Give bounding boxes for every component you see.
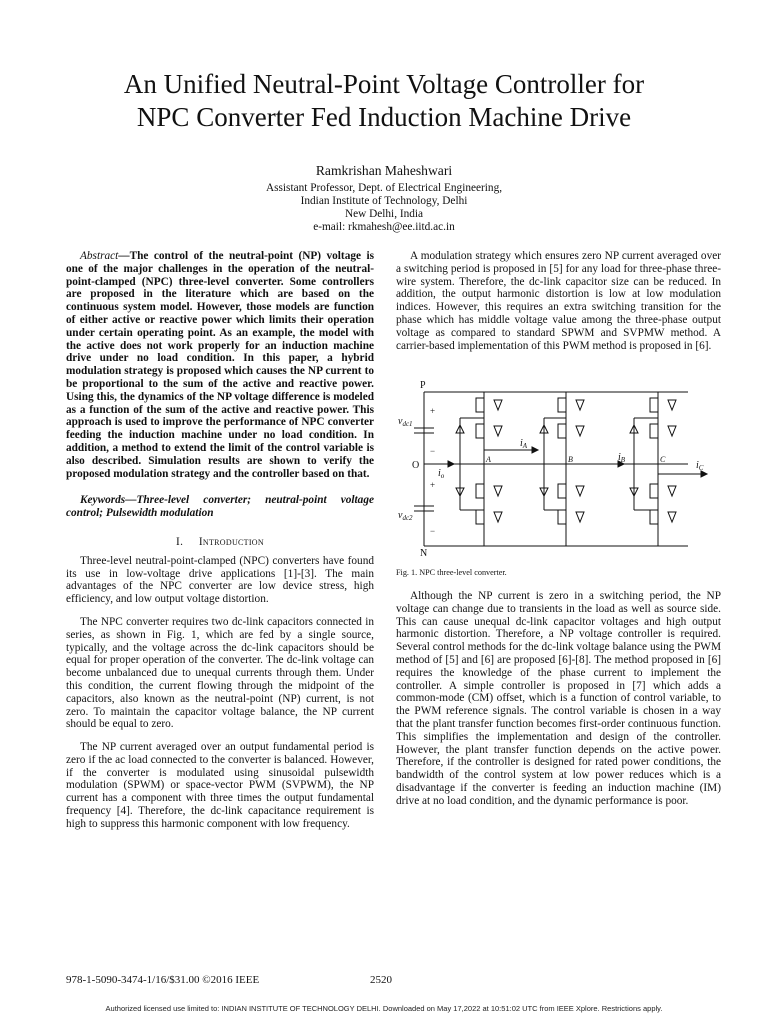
author-email[interactable]: e-mail: rkmahesh@ee.iitd.ac.in [313, 221, 455, 233]
abstract-label: Abstract [80, 250, 119, 262]
intro-paragraph-3: The NP current averaged over an output fundamental period is zero if the ac load connected to the converter is balanced. However, if the converter is modulated using sinusoidal pulsewidth modulation (SPWM) or space-vector PWM (SVPWM), the NP current has a component with three times the output fundamental frequency [4]. Therefore, the dc-link capacitance requirement is high to suppress this harmonic component with low frequency. [66, 741, 374, 830]
label-ic: $i_C$ [696, 460, 704, 472]
author-block [0, 162, 768, 234]
author-position: Assistant Professor, Dept. of Electrical Engineering, [265, 182, 503, 194]
footer-page-number: 2520 [370, 974, 392, 986]
keywords-text: Three-level converter; neutral-point voltage control; Pulsewidth modulation [66, 494, 374, 520]
figure-caption: Fig. 1. NPC three-level converter. [396, 568, 507, 577]
label-vdc1: $v_{dc1}$ [398, 416, 413, 428]
label-ib: $i_B$ [618, 452, 626, 464]
right-column-top [396, 250, 721, 352]
label-node-a: A [486, 455, 491, 464]
keywords-label: Keywords [80, 494, 126, 507]
keywords [66, 494, 374, 520]
label-ia: $i_A$ [520, 438, 528, 450]
abstract [66, 250, 374, 480]
label-node-b: B [568, 455, 573, 464]
label-minus-2: − [430, 526, 436, 536]
label-node-c: C [660, 455, 666, 464]
abstract-dash: — [118, 250, 130, 262]
title-line-1: An Unified Neutral-Point Voltage Controller for [123, 69, 645, 99]
author-institute: Indian Institute of Technology, Delhi [300, 195, 468, 207]
label-minus-1: − [430, 446, 436, 456]
left-column [66, 250, 374, 831]
abstract-text: The control of the neutral-point (NP) voltage is one of the major challenges in the operation of the neutral-point-clamped (NPC) three-level converter. Some controllers are proposed in the literature which are based on the continuous system model. However, those models are function of either active or reactive power which limits their operation under certain operating point. As an example, the model with the active does not work properly for an induction machine drive under no load condition. In this paper, a hybrid modulation strategy is proposed which causes the NP current to be proportional to the sum of the active and reactive power. Using this, the dynamics of the NP voltage difference is modeled as a function of the sum of the active and reactive power. This approach is used to improve the performance of NPC converter feeding the induction machine under no load condition. In addition, a method to extend the limit of the control variable is also described. Simulation results are shown to verify the proposed modulation strategy and the controller based on that. [66, 250, 374, 480]
author-name: Ramkrishan Maheshwari [315, 163, 453, 178]
section-heading [66, 536, 374, 549]
label-o: O [412, 460, 420, 471]
section-title: Introduction [198, 535, 264, 548]
author-city: New Delhi, India [344, 208, 424, 220]
right-paragraph-1: A modulation strategy which ensures zero NP current averaged over a switching period is proposed in [5] for any load for three-phase three-wire system. Therefore, the dc-link capacitor size can be reduced. In addition, the output harmonic distortion is low at low modulation indices. However, this requires an extra switching transition for the phase which has middle voltage value among the three-phase output voltage as compared to standard SPWM and SVPMW method. A carrier-based implementation of this PWM method is proposed in [6]. [396, 250, 721, 352]
label-p: P [420, 380, 426, 391]
label-plus-1: + [430, 406, 436, 416]
license-notice: Authorized licensed use limited to: INDIAN INSTITUTE OF TECHNOLOGY DELHI. Downloaded on May 17,2022 at 10:51:02 UTC from IEEE Xplore. Restrictions apply. [105, 1004, 663, 1013]
intro-paragraph-2: The NPC converter requires two dc-link capacitors connected in series, as shown in Fig. 1, which are fed by a single source, typically, and the voltage across the dc-link capacitors should be equal for proper operation of the converter. The dc-link voltage can become unbalanced due to unequal currents through them. Under this condition, the current flowing through the midpoint of the capacitors, also known as the neutral-point (NP) current, is not zero. To maintain the capacitor voltage balance, the NP current should be equal to zero. [66, 615, 374, 731]
intro-paragraph-1: Three-level neutral-point-clamped (NPC) converters have found its use in low-voltage drive applications [1]-[3]. The main advantages of the NPC converter are low device stress, high efficiency, and low output voltage distortion. [66, 554, 374, 606]
label-io: $i_o$ [438, 468, 445, 480]
title-line-2: NPC Converter Fed Induction Machine Drive [136, 102, 632, 132]
right-paragraph-2: Although the NP current is zero in a switching period, the NP voltage can change due to transients in the load as well as source side. This can cause unequal dc-link capacitor voltages and high output harmonic distortion. Therefore, a NP voltage controller is required. Several control methods for the dc-link voltage balance using the PWM method of [5] and [6] are proposed [6]-[8]. The method proposed in [6] requires the knowledge of the phase current to implement the controller. A simple controller is proposed in [7] which adds a common-mode (CM) offset, which is a function of control variable, to the PWM reference signals. The control variable is chosen in a way that the plant transfer function becomes first-order continuous function. This simplifies the implementation and design of the controller. However, the plant transfer function depends on the active power. Therefore, if the controller is designed for rated power conditions, the bandwidth of the control system at low power reduces which is a disadvantage if the converter is feeding an induction machine (IM) drive at no load condition, and the dynamic performance is poor. [396, 590, 721, 807]
footer-isbn: 978-1-5090-3474-1/16/$31.00 ©2016 IEEE [66, 974, 260, 986]
paper-title [0, 68, 768, 134]
label-plus-2: + [430, 480, 436, 490]
right-column-bottom [396, 590, 721, 808]
npc-converter-figure [396, 378, 721, 556]
section-number: I. [176, 535, 184, 548]
label-n: N [420, 548, 428, 556]
keywords-dash: — [125, 494, 137, 507]
label-vdc2: $v_{dc2}$ [398, 510, 413, 522]
